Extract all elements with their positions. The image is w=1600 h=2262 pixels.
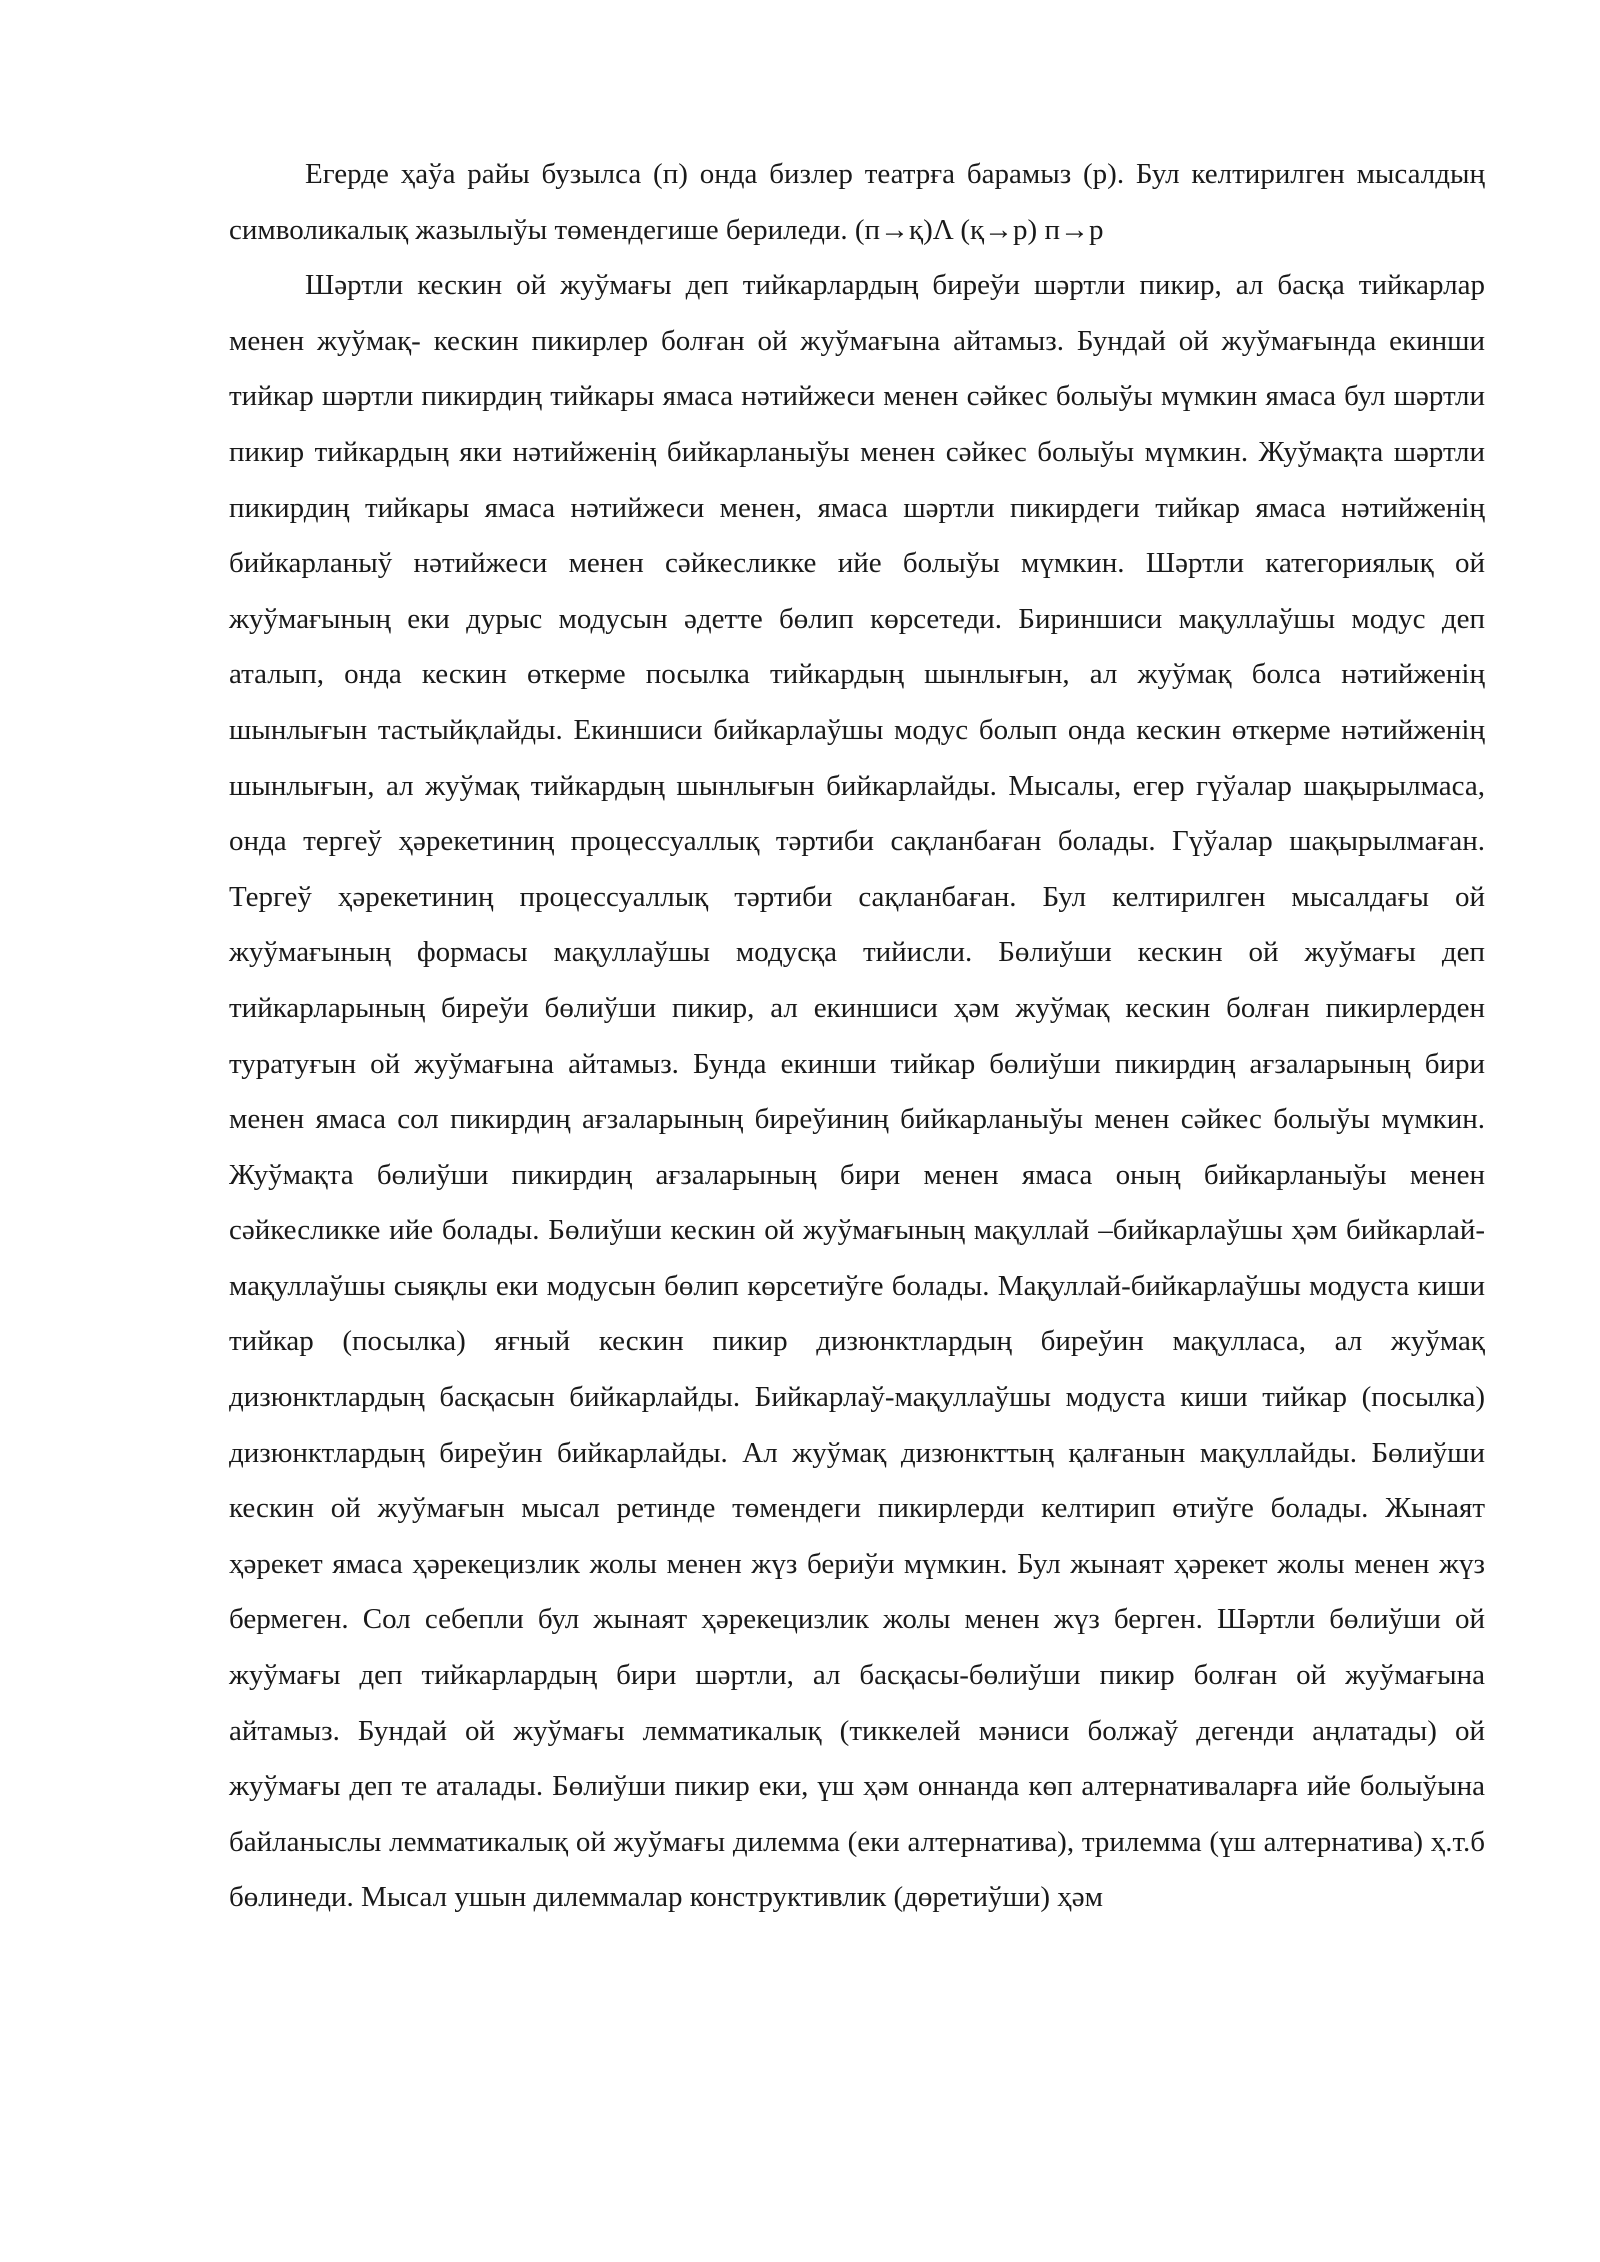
body-text [229, 147, 1485, 1926]
paragraph-1: Егерде ҳаўа райы бузылса (п) онда бизлер театрға барамыз (р). Бул келтирилген мысалдың символикалық жазылыўы төмендегише бериледи. (п→қ)Λ (қ→р) п→р [229, 158, 1485, 246]
paragraph-2: Шәртли кескин ой жуўмағы деп тийкарлардың биреўи шәртли пикир, ал басқа тийкарлар менен жуўмақ- кескин пикирлер болған ой жуўмағына айтамыз. Бундай ой жуўмағында екинши тийкар шәртли пикирдиң тийкары ямаса нәтийжеси менен сәйкес болыўы мүмкин ямаса бул шәртли пикир тийкардың яки нәтийженің бийкарланыўы менен сәйкес болыўы мүмкин. Жуўмақта шәртли пикирдиң тийкары ямаса нәтийжеси менен, ямаса шәртли пикирдеги тийкар ямаса нәтийженің бийкарланыў нәтийжеси менен сәйкесликке ийе болыўы мүмкин. Шәртли категориялық ой жуўмағының еки дурыс модусын әдетте бөлип көрсетеди. Бириншиси мақуллаўшы модус деп аталып, онда кескин өткерме посылка тийкардың шынлығын, ал жуўмақ болса нәтийженің шынлығын тастыйқлайды. Екиншиси бийкарлаўшы модус болып онда кескин өткерме нәтийженің шынлығын, ал жуўмақ тийкардың шынлығын бийкарлайды. Мысалы, егер гүўалар шақырылмаса, онда тергеў ҳәрекетиниң процессуаллық тәртиби сақланбаған болады. Гүўалар шақырылмаған. Тергеў ҳәрекетиниң процессуаллық тәртиби сақланбаған. Бул келтирилген мысалдағы ой жуўмағының формасы мақуллаўшы модусқа тийисли. Бөлиўши кескин ой жуўмағы деп тийкарларының биреўи бөлиўши пикир, ал екиншиси ҳәм жуўмақ кескин болған пикирлерден туратуғын ой жуўмағына айтамыз. Бунда екинши тийкар бөлиўши пикирдиң ағзаларының бири менен ямаса сол пикирдиң ағзаларының биреўиниң бийкарланыўы менен сәйкес болыўы мүмкин. Жуўмақта бөлиўши пикирдиң ағзаларының бири менен ямаса оның бийкарланыўы менен сәйкесликке ийе болады. Бөлиўши кескин ой жуўмағының мақуллай –бийкарлаўшы ҳәм бийкарлай-мақуллаўшы сыяқлы еки модусын бөлип көрсетиўге болады. Мақуллай-бийкарлаўшы модуста киши тийкар (посылка) яғный кескин пикир дизюнктлардың биреўин мақулласа, ал жуўмақ дизюнктлардың басқасын бийкарлайды. Бийкарлаў-мақуллаўшы модуста киши тийкар (посылка) дизюнктлардың биреўин бийкарлайды. Ал жуўмақ дизюнкттың қалғанын мақуллайды. Бөлиўши кескин ой жуўмағын мысал ретинде төмендеги пикирлерди келтирип өтиўге болады. Жынаят ҳәрекет ямаса ҳәрекецизлик жолы менен жүз бериўи мүмкин. Бул жынаят ҳәрекет жолы менен жүз бермеген. Сол себепли бул жынаят ҳәрекецизлик жолы менен жүз берген. Шәртли бөлиўши ой жуўмағы деп тийкарлардың бири шәртли, ал басқасы-бөлиўши пикир болған ой жуўмағына айтамыз. Бундай ой жуўмағы лемматикалық (тиккелей мәниси болжаў дегенди аңлатады) ой жуўмағы деп те аталады. Бөлиўши пикир еки, үш ҳәм оннанда көп алтернативаларға ийе болыўына байланыслы лемматикалық ой жуўмағы дилемма (еки алтернатива), трилемма (үш алтернатива) ҳ.т.б бөлинеди. Мысал ушын дилеммалар конструктивлик (дөретиўши) ҳәм [229, 269, 1485, 1914]
